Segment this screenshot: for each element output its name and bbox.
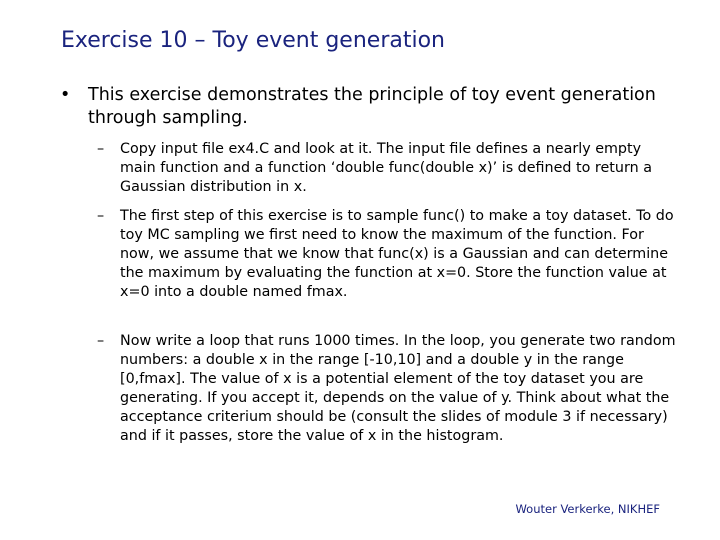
main-bullet [60,84,670,130]
sub-bullet-loop [97,332,677,446]
sub-bullet-text: The first step of this exercise is to sample func() to make a toy dataset. To do toy MC sampling we first need to know the maximum of the function. For now, we assume that we know that func(x) is a Gaussian and can determine the maximum by evaluating the function at x=0. Store the function value at x=0 into a double named fmax. [120,208,674,300]
sub-bullet-marker: – [97,333,105,349]
sub-bullet-text: Now write a loop that runs 1000 times. In the loop, you generate two random numbers: a double x in the range [-10,10] and a double y in the range [0,fmax]. The value of x is a potential element of the toy dataset you are generating. If you accept it, depends on the value of y. Think about what the acceptance criterium should be (consult the slides of module 3 if necessary) and if it passes, store the value of x in the histogram. [120,333,676,444]
sub-bullet-copy-file [97,140,677,197]
sub-bullet-first-step [97,207,677,302]
sub-bullet-marker: – [97,208,105,224]
footer-author: Wouter Verkerke, NIKHEF [515,502,660,516]
sub-bullet-text: Copy input file ex4.C and look at it. The input file defines a nearly empty main function and a function ‘double func(double x)’ is defined to return a Gaussian distribution in x. [120,141,652,195]
sub-bullet-marker: – [97,141,105,157]
bullet-marker: • [60,85,71,105]
main-bullet-text: This exercise demonstrates the principle of toy event generation through sampling. [88,85,656,128]
slide-title: Exercise 10 – Toy event generation [61,28,445,53]
